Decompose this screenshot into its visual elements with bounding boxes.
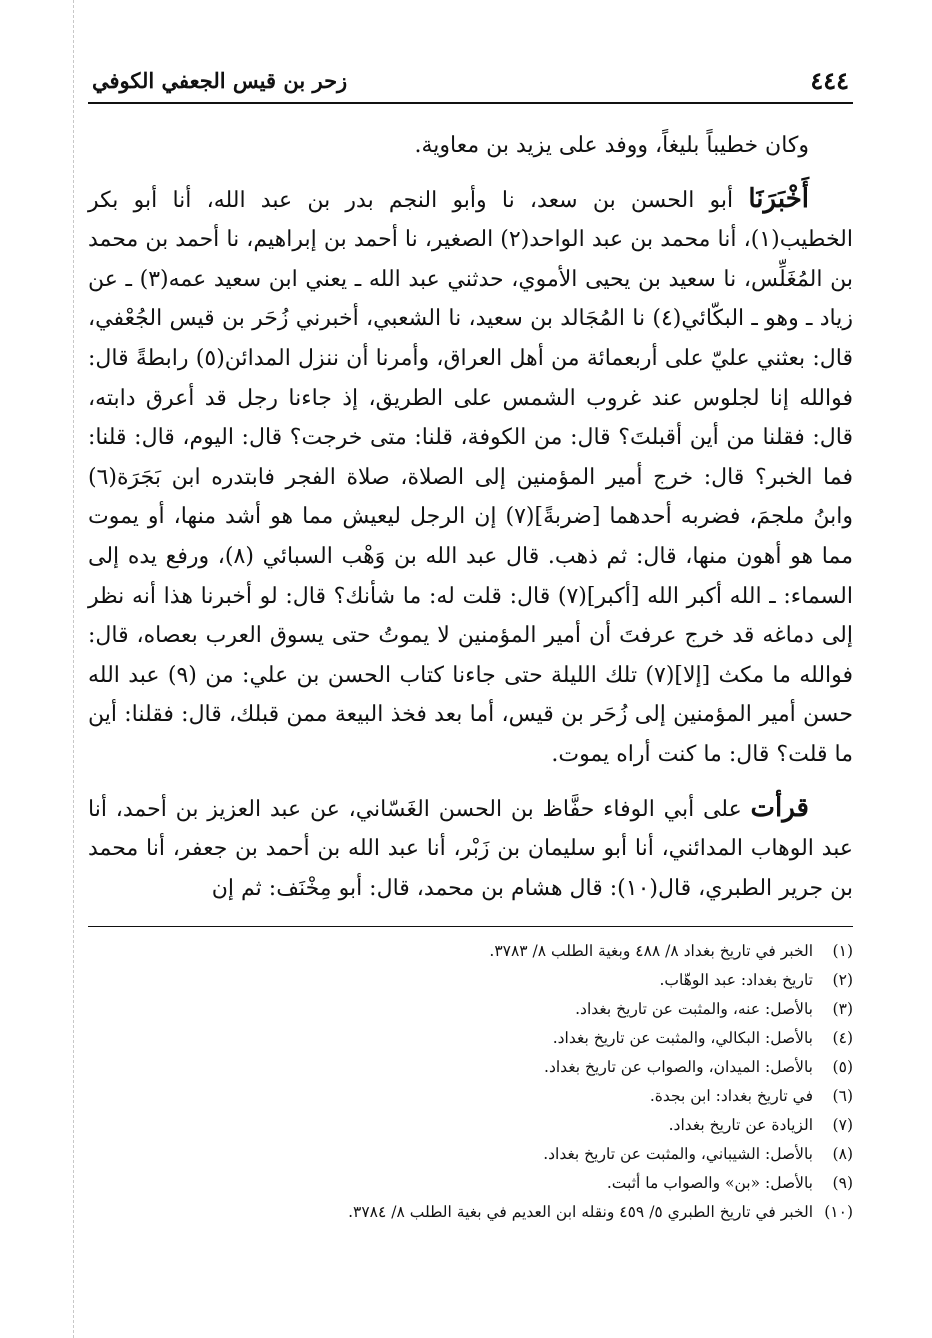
footnote-text: الخبر في تاريخ بغداد ٨/ ٤٨٨ وبغية الطلب ٨/ ٣٧٨٣.	[489, 942, 813, 961]
footnote-3	[88, 995, 853, 1024]
paragraph-2-text: أبو الحسن بن سعد، نا وأبو النجم بدر بن عبد الله، أنا أبو بكر الخطيب(١)، أنا محمد بن عبد الواحد(٢) الصغير، نا أحمد بن إبراهيم، نا أحمد بن محمد بن المُغَلِّس، نا سعيد بن يحيى الأموي، حدثني عبد الله ـ يعني ابن سعيد عمه(٣) ـ عن زياد ـ وهو ـ البكّائي(٤) نا المُجَالد بن سعيد، نا الشعبي، أخبرني زُحَر بن قيس الجُعْفي، قال: بعثني عليّ على أربعمائة من أهل العراق، وأمرنا أن ننزل المدائن(٥) رابطةً قال: فوالله إنا لجلوس عند غروب الشمس على الطريق، إذ جاءنا رجل قد أعرق دابته، قال: فقلنا من أين أقبلتَ؟ قال: من الكوفة، قلنا: متى خرجت؟ قال: اليوم، قال: قلنا: فما الخبر؟ قال: خرج أمير المؤمنين إلى الصلاة، صلاة الفجر فابتدره ابن بَجَرَة(٦) وابنُ ملجمَ، فضربه أحدهما [ضربةً](٧) إن الرجل ليعيش مما هو أشد منها، أو يموت مما هو أهون منها، قال: ثم ذهب. قال عبد الله بن وَهْب السبائي (٨)، ورفع يده إلى السماء: ـ الله أكبر الله [أكبر](٧) قال: قلت له: ما شأنك؟ قال: لو أخبرنا هذا أنه نظر إلى دماغه قد خرج عرفتَ أن أمير المؤمنين لا يموتُ حتى يسوق العرب بعصاه، قال: فوالله ما مكث [إلا](٧) تلك الليلة حتى جاءنا كتاب الحسن بن علي: من (٩) عبد الله حسن أمير المؤمنين إلى زُحَر بن قيس، أما بعد فخذ البيعة ممن قبلك، قال: فقلنا: أين ما قلت؟ قال: ما كنت أراه يموت.	[88, 187, 854, 767]
footnote-4	[88, 1024, 853, 1053]
running-title: زحر بن قيس الجعفي الكوفي	[92, 68, 348, 93]
paragraph-3-lead: قرأت	[750, 792, 809, 823]
paragraph-3-text: على أبي الوفاء حفَّاظ بن الحسن الغَسّاني، عن عبد العزيز بن أحمد، أنا عبد الوهاب المدائني، أنا أبو سليمان بن زَبْر، أنا عبد الله بن أحمد بن جعفر، أنا محمد بن جرير الطبري، قال(١٠): قال هشام بن محمد، قال: أبو مِخْنَف: ثم إن	[88, 796, 853, 901]
footnote-9	[88, 1169, 853, 1198]
footnote-text: الزيادة عن تاريخ بغداد.	[668, 1116, 813, 1135]
page-header	[88, 60, 853, 104]
footnote-text: بالأصل: عنه، والمثبت عن تاريخ بغداد.	[575, 1000, 813, 1019]
footnote-7	[88, 1111, 853, 1140]
paragraph-2	[88, 180, 853, 775]
footnote-text: بالأصل: البكالي، والمثبت عن تاريخ بغداد.	[552, 1029, 813, 1048]
footnote-number: (٢)	[832, 971, 853, 990]
paragraph-2-lead: أَخْبَرَنَا	[748, 183, 809, 214]
footnote-1	[88, 937, 853, 966]
footnotes	[88, 926, 853, 1227]
paragraph-1-text: وكان خطيباً بليغاً، ووفد على يزيد بن معاوية.	[414, 133, 809, 158]
footnote-number: (١٠)	[824, 1203, 853, 1222]
scan-edge-line	[73, 0, 74, 1338]
footnote-number: (٧)	[832, 1116, 853, 1135]
footnote-number: (٩)	[832, 1174, 853, 1193]
paragraph-3	[88, 789, 853, 909]
footnote-number: (٨)	[832, 1145, 853, 1164]
footnote-text: الخبر في تاريخ الطبري ٥/ ٤٥٩ ونقله ابن العديم في بغية الطلب ٨/ ٣٧٨٤.	[348, 1203, 813, 1222]
paragraph-1	[88, 126, 853, 166]
footnote-number: (٤)	[832, 1029, 853, 1048]
book-page	[88, 60, 853, 1310]
footnote-6	[88, 1082, 853, 1111]
footnote-text: تاريخ بغداد: عبد الوهّاب.	[659, 971, 813, 990]
footnote-10	[88, 1198, 853, 1227]
footnote-2	[88, 966, 853, 995]
footnote-5	[88, 1053, 853, 1082]
footnote-number: (٦)	[832, 1087, 853, 1106]
footnote-number: (٥)	[832, 1058, 853, 1077]
page-number: ٤٤٤	[810, 66, 849, 95]
footnote-8	[88, 1140, 853, 1169]
footnote-number: (١)	[832, 942, 853, 961]
footnote-text: في تاريخ بغداد: ابن بجدة.	[649, 1087, 813, 1106]
footnote-text: بالأصل: الميدان، والصواب عن تاريخ بغداد.	[544, 1058, 813, 1077]
footnote-text: بالأصل: الشيباني، والمثبت عن تاريخ بغداد.	[543, 1145, 813, 1164]
main-text	[88, 126, 853, 908]
footnote-text: بالأصل: «بن» والصواب ما أثبت.	[606, 1174, 813, 1193]
footnote-number: (٣)	[832, 1000, 853, 1019]
